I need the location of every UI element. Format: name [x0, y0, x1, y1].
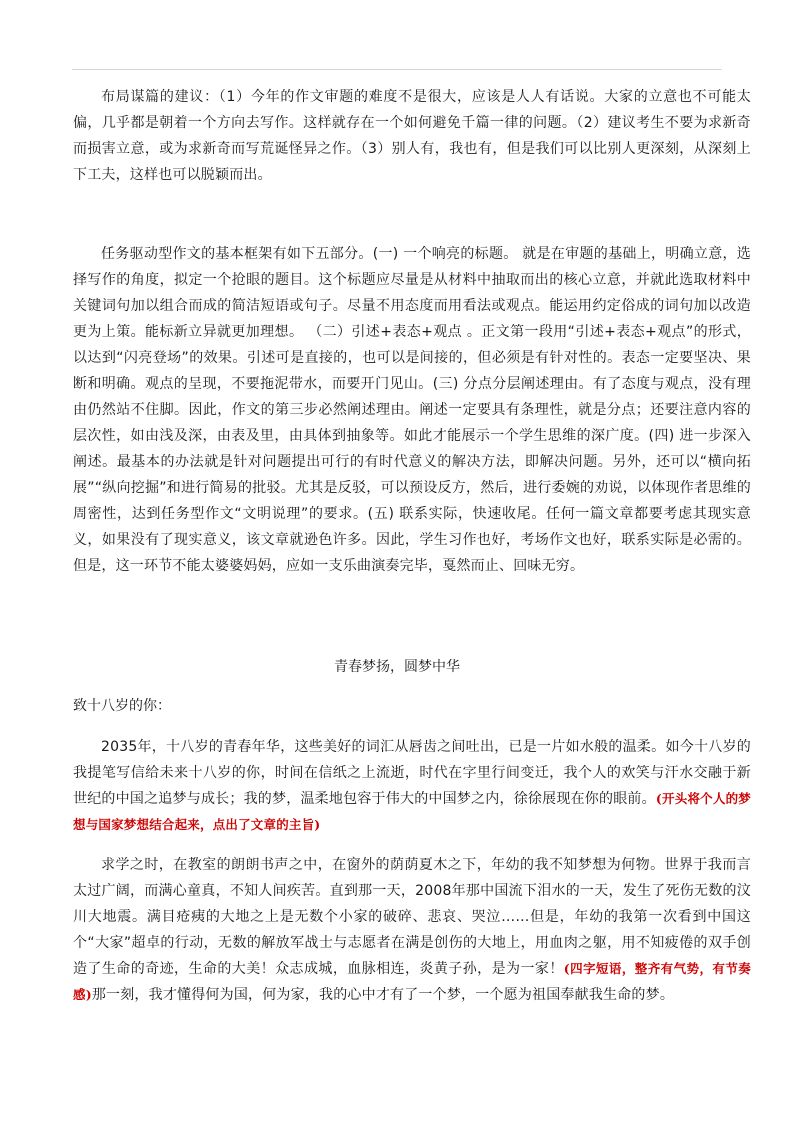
framework-paragraph: 任务驱动型作文的基本框架有如下五部分。(一) 一个响亮的标题。 就是在审题的基础上，明确立意，选择写作的角度，拟定一个抢眼的题目。这个标题应尽量是从材料中抽取而出的核心立意，并就此选取材料中关键词句加以组合而成的简洁短语或句子。尽量不用态度而用看法或观点。能运用约定俗成的词句加以改造更为上策。能标新立异就更加理想。 （二）引述+表态+观点 。正文第一段用“引述+表态+观点”的形式，以达到“闪亮登场”的效果。引述可是直接的，也可以是间接的，但必须是有针对性的。表态一定要坚决、果断和明确。观点的呈现，不要拖泥带水，而要开门见山。(三) 分点分层阐述理由。有了态度与观点，没有理由仍然站不住脚。因此，作文的第三步必然阐述理由。阐述一定要具有条理性，就是分点；还要注意内容的层次性，如由浅及深，由表及里，由具体到抽象等。如此才能展示一个学生思维的深广度。(四) 进一步深入阐述。最基本的办法就是针对问题提出可行的有时代意义的解决方法，即解决问题。另外，还可以“横向拓展”“纵向挖掘”和进行简易的批驳。尤其是反驳，可以预设反方，然后，进行委婉的劝说，以体现作者思维的周密性，达到任务型作文“文明说理”的要求。(五) 联系实际，快速收尾。任何一篇文章都要考虑其现实意义，如果没有了现实意义，该文章就逊色许多。因此，学生习作也好，考场作文也好，联系实际是必需的。但是，这一环节不能太婆婆妈妈，应如一支乐曲演奏完毕，戛然而止、回味无穷。: [73, 246, 751, 574]
paragraph-text: 那一刻，我才懂得何为国，何为家，我的心中才有了一个梦，一个愿为祖国奉献我生命的梦。: [91, 987, 675, 1003]
essay-title: 青春梦扬，圆梦中华: [334, 659, 460, 675]
essay-paragraph-memory: [73, 852, 751, 1008]
annotation-note: (开头将个人的梦想与国家梦想结合起来，点出了文章的主旨): [73, 791, 752, 832]
annotation-note: (四字短语，整齐有气势，有节奏感): [73, 961, 751, 1002]
paragraph-text: 2035年，十八岁的青春年华，这些美好的词汇从唇齿之间吐出，已是一片如水般的温柔。如今十八岁的我提笔写信给未来十八岁的你，时间在信纸之上流逝，时代在字里行间变迁，我个人的欢笑与汗水交融于新世纪的中国之追梦与成长；我的梦，温柔地包容于伟大的中国梦之内，徐徐展现在你的眼前。: [73, 739, 751, 807]
advice-paragraph: 布局谋篇的建议：（1）今年的作文审题的难度不是很大，应该是人人有话说。大家的立意也不可能太偏，几乎都是朝着一个方向去写作。这样就存在一个如何避免千篇一律的问题。（2）建议考生不要为求新奇而损害立意，或为求新奇而写荒诞怪异之作。（3）别人有，我也有，但是我们可以比别人更深刻，从深刻上下工夫，这样也可以脱颖而出。: [73, 89, 751, 183]
essay-paragraph-opening: [73, 734, 751, 838]
salutation: 致十八岁的你：: [73, 698, 171, 714]
paragraph-text: 求学之时，在教室的朗朗书声之中，在窗外的荫荫夏木之下，年幼的我不知梦想为何物。世界于我而言太过广阔，而满心童真，不知人间疾苦。直到那一天，2008年那中国流下泪水的一天，发生了死伤无数的汶川大地震。满目疮痍的大地之上是无数个小家的破碎、悲哀、哭泣……但是，年幼的我第一次看到中国这个“大家”超卓的行动，无数的解放军战士与志愿者在满是创伤的大地上，用血肉之躯，用不知疲倦的双手创造了生命的奇迹，生命的大美！众志成城，血脉相连，炎黄子孙，是为一家！: [73, 857, 751, 977]
header-rule: [72, 69, 722, 70]
